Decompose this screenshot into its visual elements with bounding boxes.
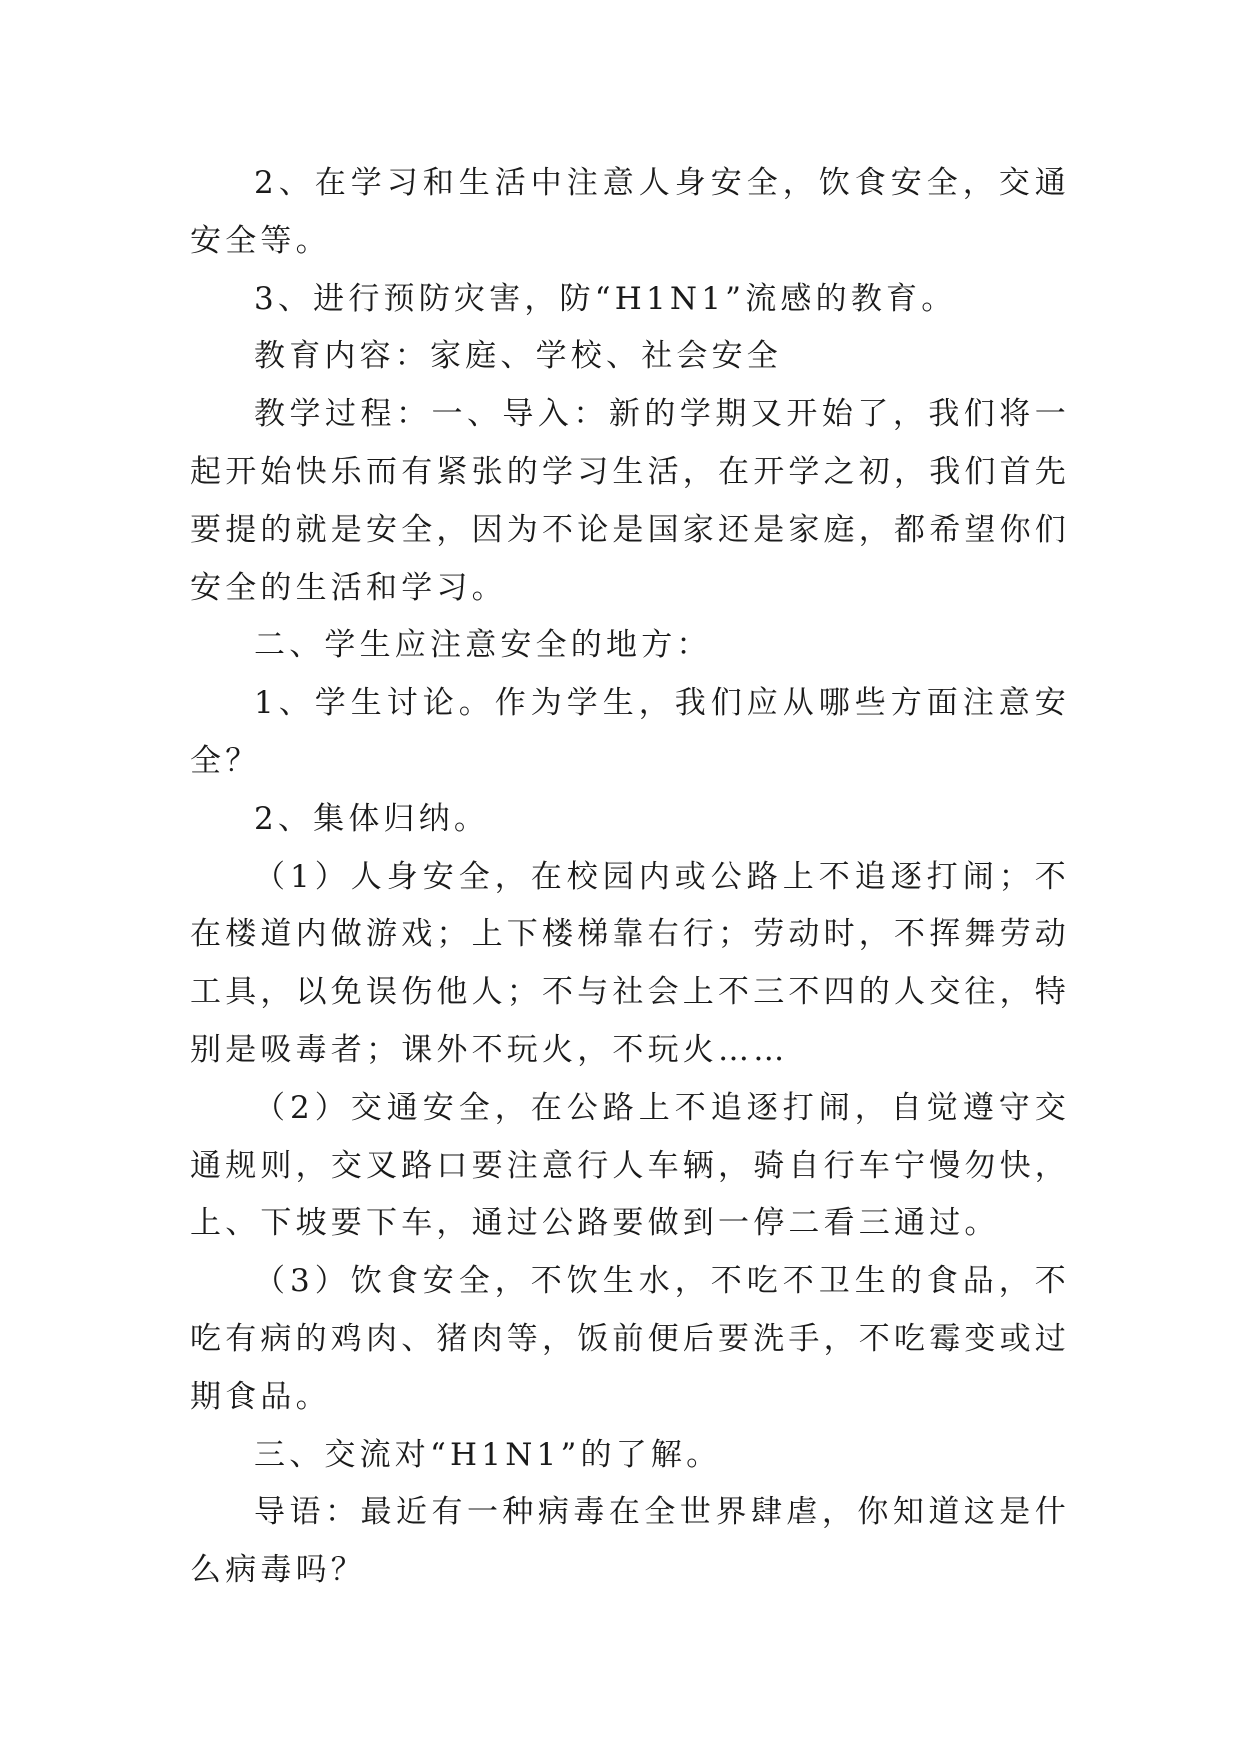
paragraph-personal-safety: （1）人身安全，在校园内或公路上不追逐打闹；不在楼道内做游戏；上下楼梯靠右行；劳动时，不挥舞劳动工具，以免误伤他人；不与社会上不三不四的人交往，特别是吸毒者；课外不玩火，不玩火…… [190, 858, 1070, 1068]
section-heading-safety-places: 二、学生应注意安全的地方： [254, 627, 712, 664]
document-body [190, 155, 1070, 1600]
section-heading-h1n1: 三、交流对“H1N1”的了解。 [254, 1436, 722, 1473]
paragraph-education-content: 教育内容：家庭、学校、社会安全 [254, 338, 782, 375]
paragraph-traffic-safety: （2）交通安全，在公路上不追逐打闹，自觉遵守交通规则，交叉路口要注意行人车辆，骑自行车宁慢勿快，上、下坡要下车，通过公路要做到一停二看三通过。 [190, 1089, 1070, 1242]
paragraph-collective-summary: 2、集体归纳。 [254, 800, 490, 837]
paragraph-teaching-process: 教学过程：一、导入：新的学期又开始了，我们将一起开始快乐而有紧张的学习生活，在开学之初，我们首先要提的就是安全，因为不论是国家还是家庭，都希望你们安全的生活和学习。 [190, 396, 1070, 606]
paragraph-disaster-prevention: 3、进行预防灾害，防“H1N1”流感的教育。 [254, 280, 957, 317]
paragraph-safety-goals: 2、在学习和生活中注意人身安全，饮食安全，交通安全等。 [190, 165, 1070, 259]
paragraph-intro-question: 导语：最近有一种病毒在全世界肆虐，你知道这是什么病毒吗？ [190, 1494, 1070, 1589]
paragraph-student-discussion: 1、学生讨论。作为学生，我们应从哪些方面注意安全？ [190, 685, 1070, 779]
paragraph-food-safety: （3）饮食安全，不饮生水，不吃不卫生的食品，不吃有病的鸡肉、猪肉等，饭前便后要洗手，不吃霉变或过期食品。 [190, 1263, 1070, 1415]
